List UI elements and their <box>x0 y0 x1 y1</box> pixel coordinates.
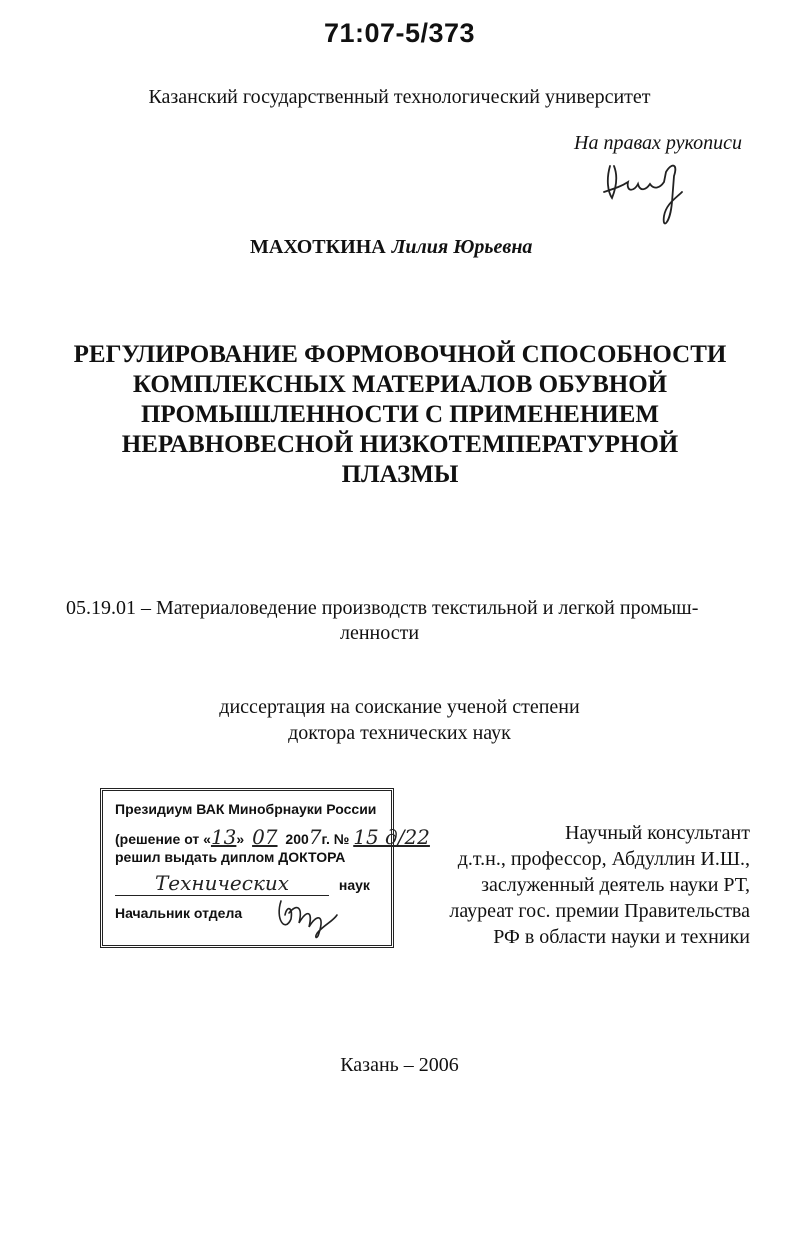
consultant-line: лауреат гос. премии Правительства <box>449 900 750 922</box>
author-signature <box>598 158 708 236</box>
degree-line: доктора технических наук <box>288 722 511 744</box>
consultant-line: РФ в области науки и техники <box>493 926 750 948</box>
stamp-number: 15 д/22 <box>353 825 430 849</box>
consultant-line: заслуженный деятель науки РТ, <box>481 874 750 896</box>
degree-statement <box>0 694 799 746</box>
vak-stamp <box>100 788 430 948</box>
specialty-line: 05.19.01 – Материаловедение производств текстильной и легкой промыш- <box>66 597 699 619</box>
title-line: КОМПЛЕКСНЫХ МАТЕРИАЛОВ ОБУВНОЙ <box>132 371 668 398</box>
author-name <box>250 236 532 259</box>
consultant-line: д.т.н., профессор, Абдуллин И.Ш., <box>457 848 750 870</box>
specialty <box>66 596 746 646</box>
stamp-science-hand: Технических <box>115 871 329 896</box>
stamp-year-digit: 7 <box>308 825 322 849</box>
specialty-line: ленности <box>340 622 420 644</box>
stamp-signature <box>273 893 343 943</box>
city-year: Казань – 2006 <box>340 1054 459 1076</box>
title-line: НЕРАВНОВЕСНОЙ НИЗКОТЕМПЕРАТУРНОЙ <box>121 431 679 458</box>
stamp-science: Технических наук <box>115 871 370 896</box>
consultant-line: Научный консультант <box>565 822 750 844</box>
stamp-line: решил выдать диплом ДОКТОРА <box>115 849 346 865</box>
title-line: ПРОМЫШЛЕННОСТИ С ПРИМЕНЕНИЕМ <box>140 401 659 428</box>
stamp-decision: (решение от «13» 07 2007г. № 15 д/22 <box>115 825 430 849</box>
dissertation-title <box>60 340 740 490</box>
university-name: Казанский государственный технологический университет <box>148 86 651 108</box>
document-code: 71:07-5/373 <box>323 18 476 48</box>
stamp-line: Президиум ВАК Минобрнауки России <box>115 801 377 817</box>
author-surname: МАХОТКИНА <box>250 236 386 258</box>
manuscript-rights-note: На правах рукописи <box>574 132 742 154</box>
author-given-name: Лилия Юрьевна <box>391 236 533 258</box>
stamp-day: 13 <box>210 825 237 849</box>
title-line: ПЛАЗМЫ <box>341 461 459 488</box>
title-line: РЕГУЛИРОВАНИЕ ФОРМОВОЧНОЙ СПОСОБНОСТИ <box>73 341 727 368</box>
scientific-consultant <box>424 820 750 950</box>
degree-line: диссертация на соискание ученой степени <box>219 696 580 718</box>
stamp-head: Начальник отдела <box>115 905 243 921</box>
stamp-month: 07 <box>252 825 278 849</box>
